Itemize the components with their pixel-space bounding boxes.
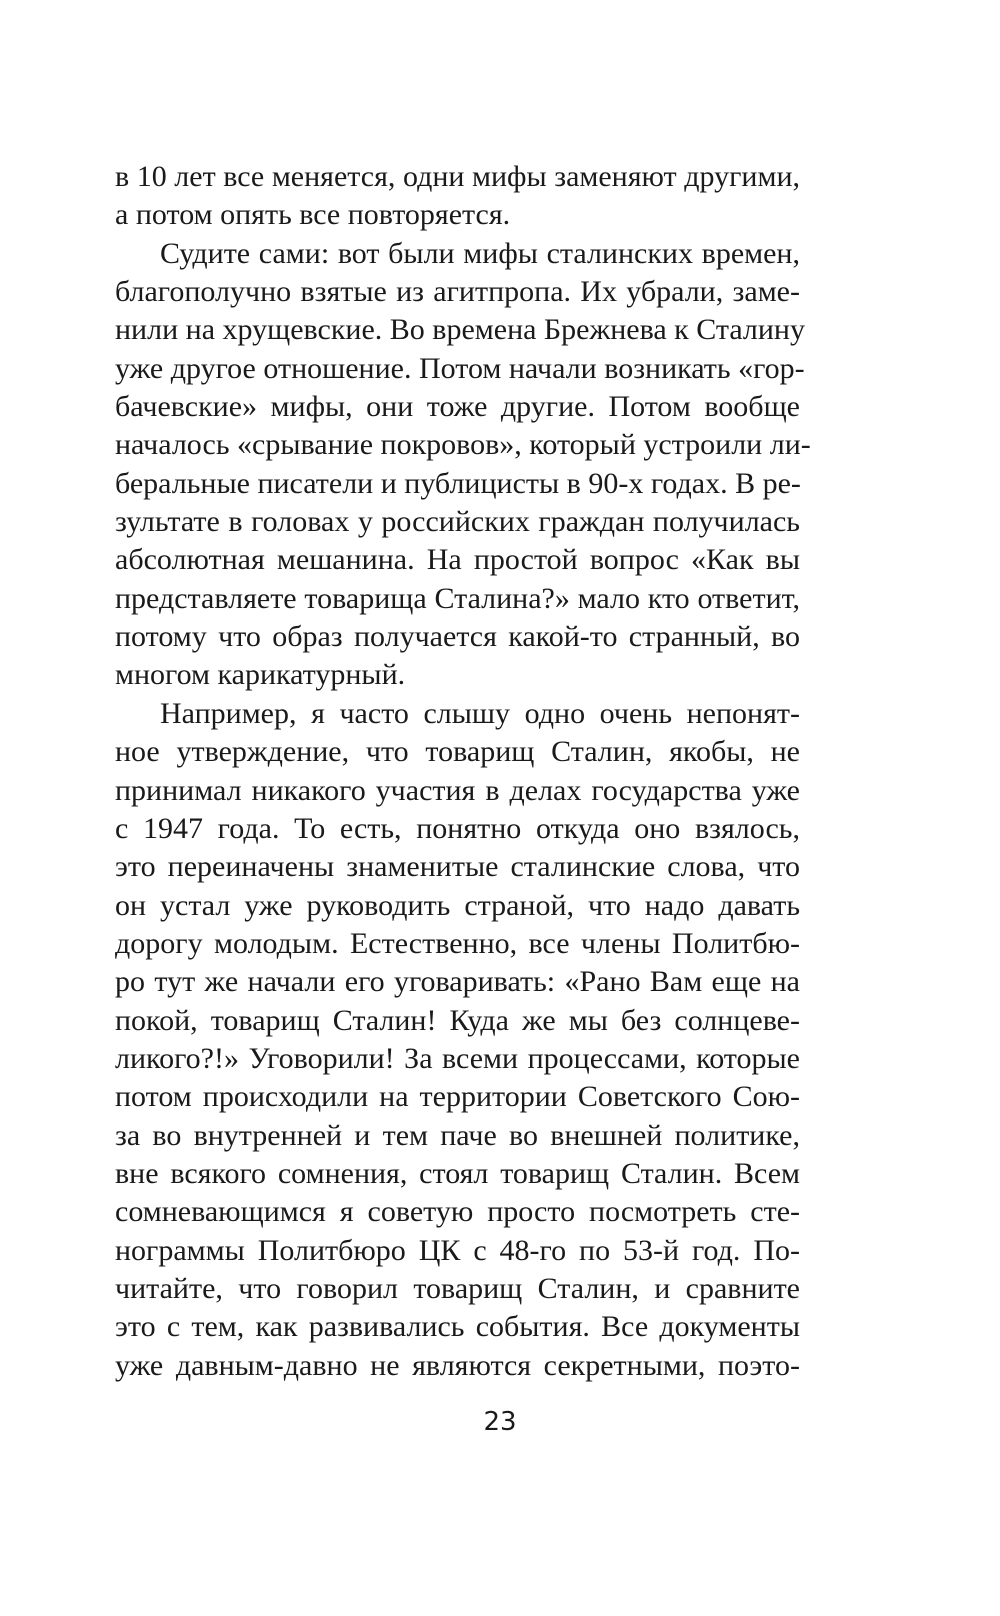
- text-line: потом происходили на территории Советского Сою-: [115, 1080, 800, 1114]
- text-line: уже давным-давно не являются секретными, поэто-: [115, 1348, 800, 1382]
- text-line: ликого?!» Уговорили! За всеми процессами, которые: [115, 1041, 800, 1075]
- text-line: потому что образ получается какой-то странный, во: [115, 620, 800, 654]
- text-line: ное утверждение, что товарищ Сталин, якобы, не: [115, 735, 800, 769]
- text-line: ро тут же начали его уговаривать: «Рано Вам еще на: [115, 965, 800, 999]
- text-line: беральные писатели и публицисты в 90-х годах. В ре-: [115, 466, 801, 500]
- text-line: многом карикатурный.: [115, 658, 406, 692]
- text-line: он устал уже руководить страной, что надо давать: [115, 888, 800, 922]
- text-line: читайте, что говорил товарищ Сталин, и сравните: [115, 1271, 800, 1305]
- text-line: покой, товарищ Сталин! Куда же мы без солнцеве-: [115, 1003, 800, 1037]
- text-line: зультате в головах у российских граждан получилась: [115, 505, 800, 539]
- text-line: уже другое отношение. Потом начали возникать «гор-: [115, 351, 805, 385]
- text-line: началось «срывание покровов», который устроили ли-: [115, 428, 811, 462]
- text-line: дорогу молодым. Естественно, все члены Политбю-: [115, 926, 800, 960]
- text-line: в 10 лет все меняется, одни мифы заменяют другими,: [115, 160, 800, 193]
- text-line: бачевские» мифы, они тоже другие. Потом вообще: [115, 390, 800, 424]
- text-line: с 1947 года. То есть, понятно откуда оно взялось,: [115, 811, 800, 845]
- text-line: это переиначены знаменитые сталинские слова, что: [115, 850, 800, 884]
- text-line: это с тем, как развивались события. Все документы: [115, 1310, 800, 1344]
- text-line: абсолютная мешанина. На простой вопрос «Как вы: [115, 543, 800, 577]
- text-line: представляете товарища Сталина?» мало кто ответит,: [115, 581, 800, 615]
- text-line: за во внутренней и тем паче во внешней политике,: [115, 1118, 800, 1152]
- page-number: 23: [483, 1407, 517, 1437]
- text-line: а потом опять все повторяется.: [115, 198, 511, 232]
- text-line: благополучно взятые из агитпропа. Их убрали, заме-: [115, 275, 800, 309]
- text-line: принимал никакого участия в делах государства уже: [115, 773, 800, 807]
- text-line: Судите сами: вот были мифы сталинских времен,: [160, 236, 800, 270]
- text-line: нограммы Политбюро ЦК с 48-го по 53-й год. По-: [115, 1233, 800, 1267]
- body-text: [115, 158, 811, 1385]
- text-line: сомневающимся я советую просто посмотреть сте-: [115, 1195, 800, 1229]
- text-line: нили на хрущевские. Во времена Брежнева к Сталину: [115, 313, 805, 347]
- text-line: Например, я часто слышу одно очень непонят-: [160, 696, 800, 730]
- text-line: вне всякого сомнения, стоял товарищ Сталин. Всем: [115, 1156, 800, 1190]
